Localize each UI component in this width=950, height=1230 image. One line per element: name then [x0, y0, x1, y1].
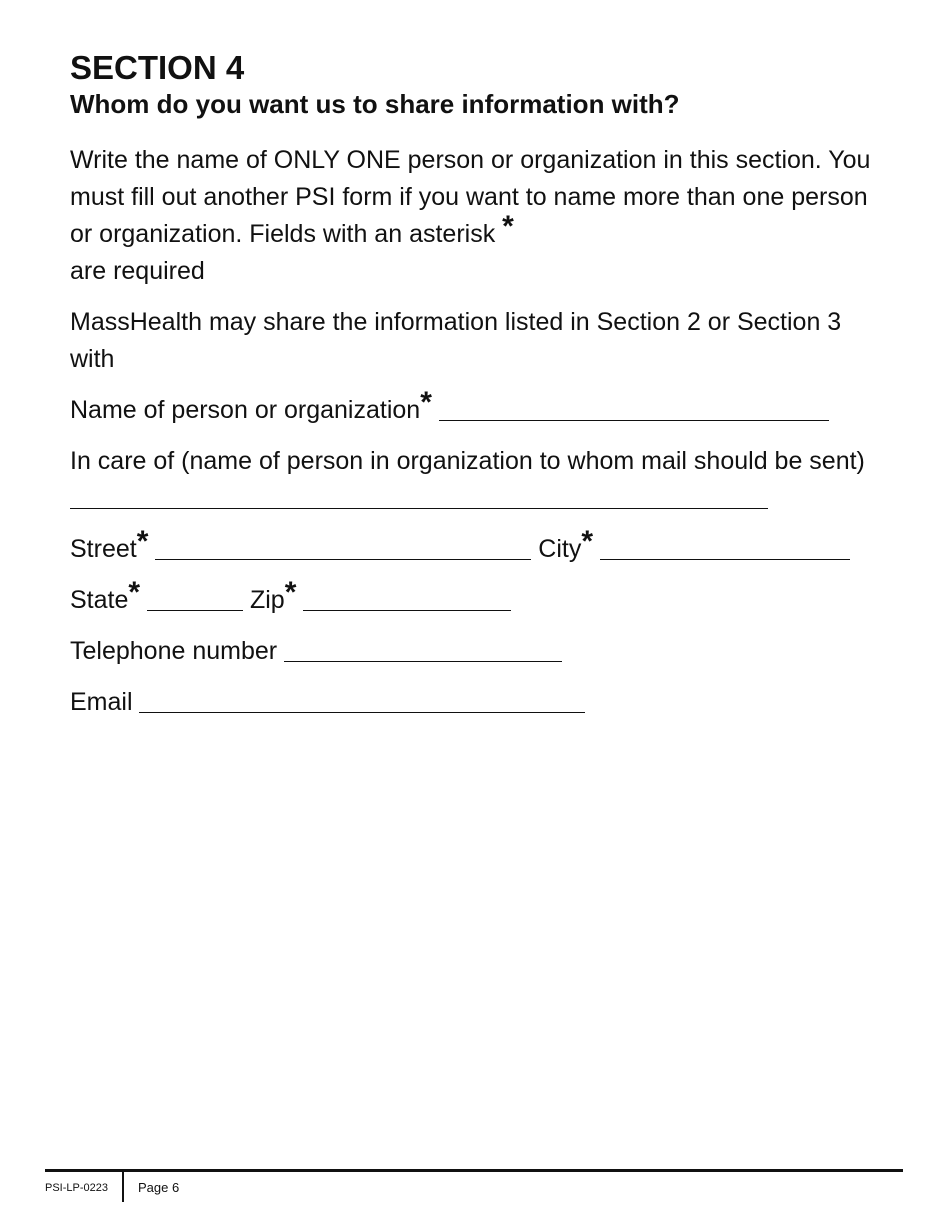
telephone-input[interactable] — [284, 635, 562, 662]
name-label: Name of person or organization — [70, 396, 421, 424]
required-star: * — [420, 386, 432, 419]
email-field-row — [70, 684, 885, 721]
city-input[interactable] — [600, 533, 850, 560]
intro-paragraph — [70, 142, 885, 290]
zip-input[interactable] — [303, 584, 511, 611]
name-input[interactable] — [439, 394, 829, 421]
in-care-of-field-row — [70, 443, 885, 517]
zip-label: Zip — [249, 586, 285, 614]
form-code: PSI-LP-0223 — [45, 1172, 124, 1202]
section-title: Whom do you want us to share information with? — [70, 89, 680, 119]
telephone-field-row — [70, 633, 885, 670]
name-field-row — [70, 386, 885, 429]
in-care-of-input[interactable] — [70, 482, 768, 509]
required-star: * — [128, 576, 141, 609]
telephone-label: Telephone number — [70, 637, 278, 665]
email-input[interactable] — [139, 686, 585, 713]
state-label: State — [70, 586, 129, 614]
intro-tail: are required — [70, 257, 205, 285]
email-label: Email — [70, 688, 133, 716]
required-star: * — [136, 525, 149, 558]
page-footer — [45, 1169, 903, 1202]
required-star: * — [284, 576, 297, 609]
form-section — [70, 48, 885, 735]
state-input[interactable] — [147, 584, 243, 611]
share-statement: MassHealth may share the information listed in Section 2 or Section 3 with — [70, 308, 842, 373]
in-care-of-label: In care of (name of person in organization to whom mail should be sent) — [70, 447, 865, 475]
section-number: SECTION 4 — [70, 49, 245, 86]
state-zip-row — [70, 576, 885, 619]
city-label: City — [538, 535, 582, 563]
required-star: * — [581, 525, 594, 558]
street-input[interactable] — [155, 533, 531, 560]
page-number: Page 6 — [137, 1180, 180, 1195]
street-city-row — [70, 525, 885, 568]
intro-text: Write the name of ONLY ONE person or organization in this section. You must fill out another PSI form if you want to name more than one person or organization. Fields with an asterisk — [70, 146, 871, 248]
asterisk-marker: * — [502, 210, 514, 243]
street-label: Street — [70, 535, 137, 563]
